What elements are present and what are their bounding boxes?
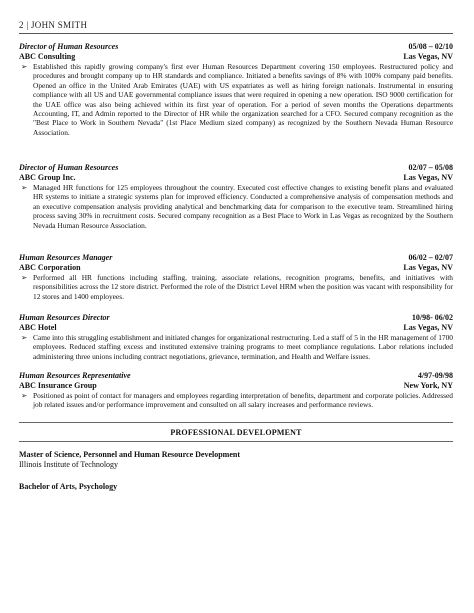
education-entry (19, 450, 453, 470)
job-dates: 4/97-09/98 (417, 371, 453, 380)
job-bullet (19, 183, 453, 230)
job-entry (19, 163, 453, 230)
arrow-bullet-icon: ➢ (21, 183, 28, 192)
job-location: Las Vegas, NV (403, 52, 453, 61)
job-location: Las Vegas, NV (403, 263, 453, 272)
job-location: New York, NY (403, 381, 453, 390)
job-location: Las Vegas, NV (403, 173, 453, 182)
bullet-text: Managed HR functions for 125 employees throughout the country. Executed cost effective changes to existing benefit plans and evaluated HR systems to initiate a strategic systems plan for improved efficiency. Conducted a comprehensive analysis of compensation methods and an executive compensation analysis providing analytical and benchmarking data for comparison to the executive team. Streamlined hiring process saving 30% in recruitment costs. Secured company recognition as a Best Place to Work in Las Vegas as recognized by the Southern Nevada Human Resource Association. (33, 183, 453, 230)
company-name: ABC Hotel (19, 323, 57, 332)
company-name: ABC Insurance Group (19, 381, 97, 390)
job-title: Human Resources Director (19, 313, 110, 322)
job-entry (19, 313, 453, 361)
job-title: Human Resources Manager (19, 253, 113, 262)
job-entry (19, 42, 453, 137)
company-name: ABC Group Inc. (19, 173, 76, 182)
arrow-bullet-icon: ➢ (21, 273, 28, 282)
job-dates: 02/07 – 05/08 (408, 163, 453, 172)
degree-name: Master of Science, Personnel and Human Resource Development (19, 450, 241, 459)
header-divider (19, 33, 453, 34)
arrow-bullet-icon: ➢ (21, 391, 28, 400)
company-name: ABC Consulting (19, 52, 76, 61)
bullet-text: Performed all HR functions including staffing, training, associate relations, recognition programs, benefits, and initiatives with responsibilities across the 12 store district. Performed the role of the District Level HRM when the position was vacant with responsibility for 12 stores and 1400 employees. (33, 273, 453, 301)
bullet-text: Came into this struggling establishment and initiated changes for organizational restructuring. Led a staff of 5 in the HR management of 1700 employees. Reduced staffing excess and instituted extensive training programs to meet compliance regulations. Labor relations included administering three unions including contract negotiations, grievance, termination, and Health and Welfare issues. (33, 333, 453, 361)
job-location: Las Vegas, NV (403, 323, 453, 332)
job-title: Director of Human Resources (19, 42, 119, 51)
bullet-text: Positioned as point of contact for managers and employees regarding interpretation of benefits, department and corporate policies. Addressed job related issues and/or performance improvement and consulted on all salary increases and performance reviews. (33, 391, 453, 410)
job-bullet (19, 333, 453, 361)
job-bullet (19, 391, 453, 410)
job-dates: 10/98- 06/02 (411, 313, 453, 322)
job-title: Director of Human Resources (19, 163, 119, 172)
education-entry (19, 482, 453, 492)
arrow-bullet-icon: ➢ (21, 333, 28, 342)
job-dates: 05/08 – 02/10 (408, 42, 453, 51)
company-name: ABC Corporation (19, 263, 81, 272)
job-title: Human Resources Representative (19, 371, 131, 380)
school-name: Illinois Institute of Technology (19, 460, 119, 469)
bullet-text: Established this rapidly growing company's first ever Human Resources Department covering 150 employees. Restructured policy and procedures and brought company up to HR standards and compliance. Initiated a benefits savings of 8% with 100% company paid benefits. Opened an office in the United Arab Emirates (UAE) with US expatriates as well as hiring foreign nationals. Instrumental in ensuring compliance with all US and UAE governmental compliance issues that were required in opening a new operation. ISO 9000 certification for the UAE office was also being achieved within its first year of operation. For a period of seven months the Operations departments Accounting, IT, and Admin reported to the Director of HR while the organization searched for a CFO. Secured company recognition as the "Best Place to Work in Southern Nevada" (1st Place Medium sized company) as recognized by the Southern Nevada Human Resource Association. (33, 62, 453, 137)
section-heading: PROFESSIONAL DEVELOPMENT (170, 428, 302, 437)
job-bullet (19, 273, 453, 301)
degree-name: Bachelor of Arts, Psychology (19, 482, 118, 491)
job-entry (19, 371, 453, 410)
job-dates: 06/02 – 02/07 (408, 253, 453, 262)
section-divider-bottom (19, 441, 453, 442)
arrow-bullet-icon: ➢ (21, 62, 28, 71)
job-entry (19, 253, 453, 301)
job-bullet (19, 62, 453, 137)
page-header: 2 | JOHN SMITH (19, 20, 88, 30)
section-divider-top (19, 422, 453, 423)
